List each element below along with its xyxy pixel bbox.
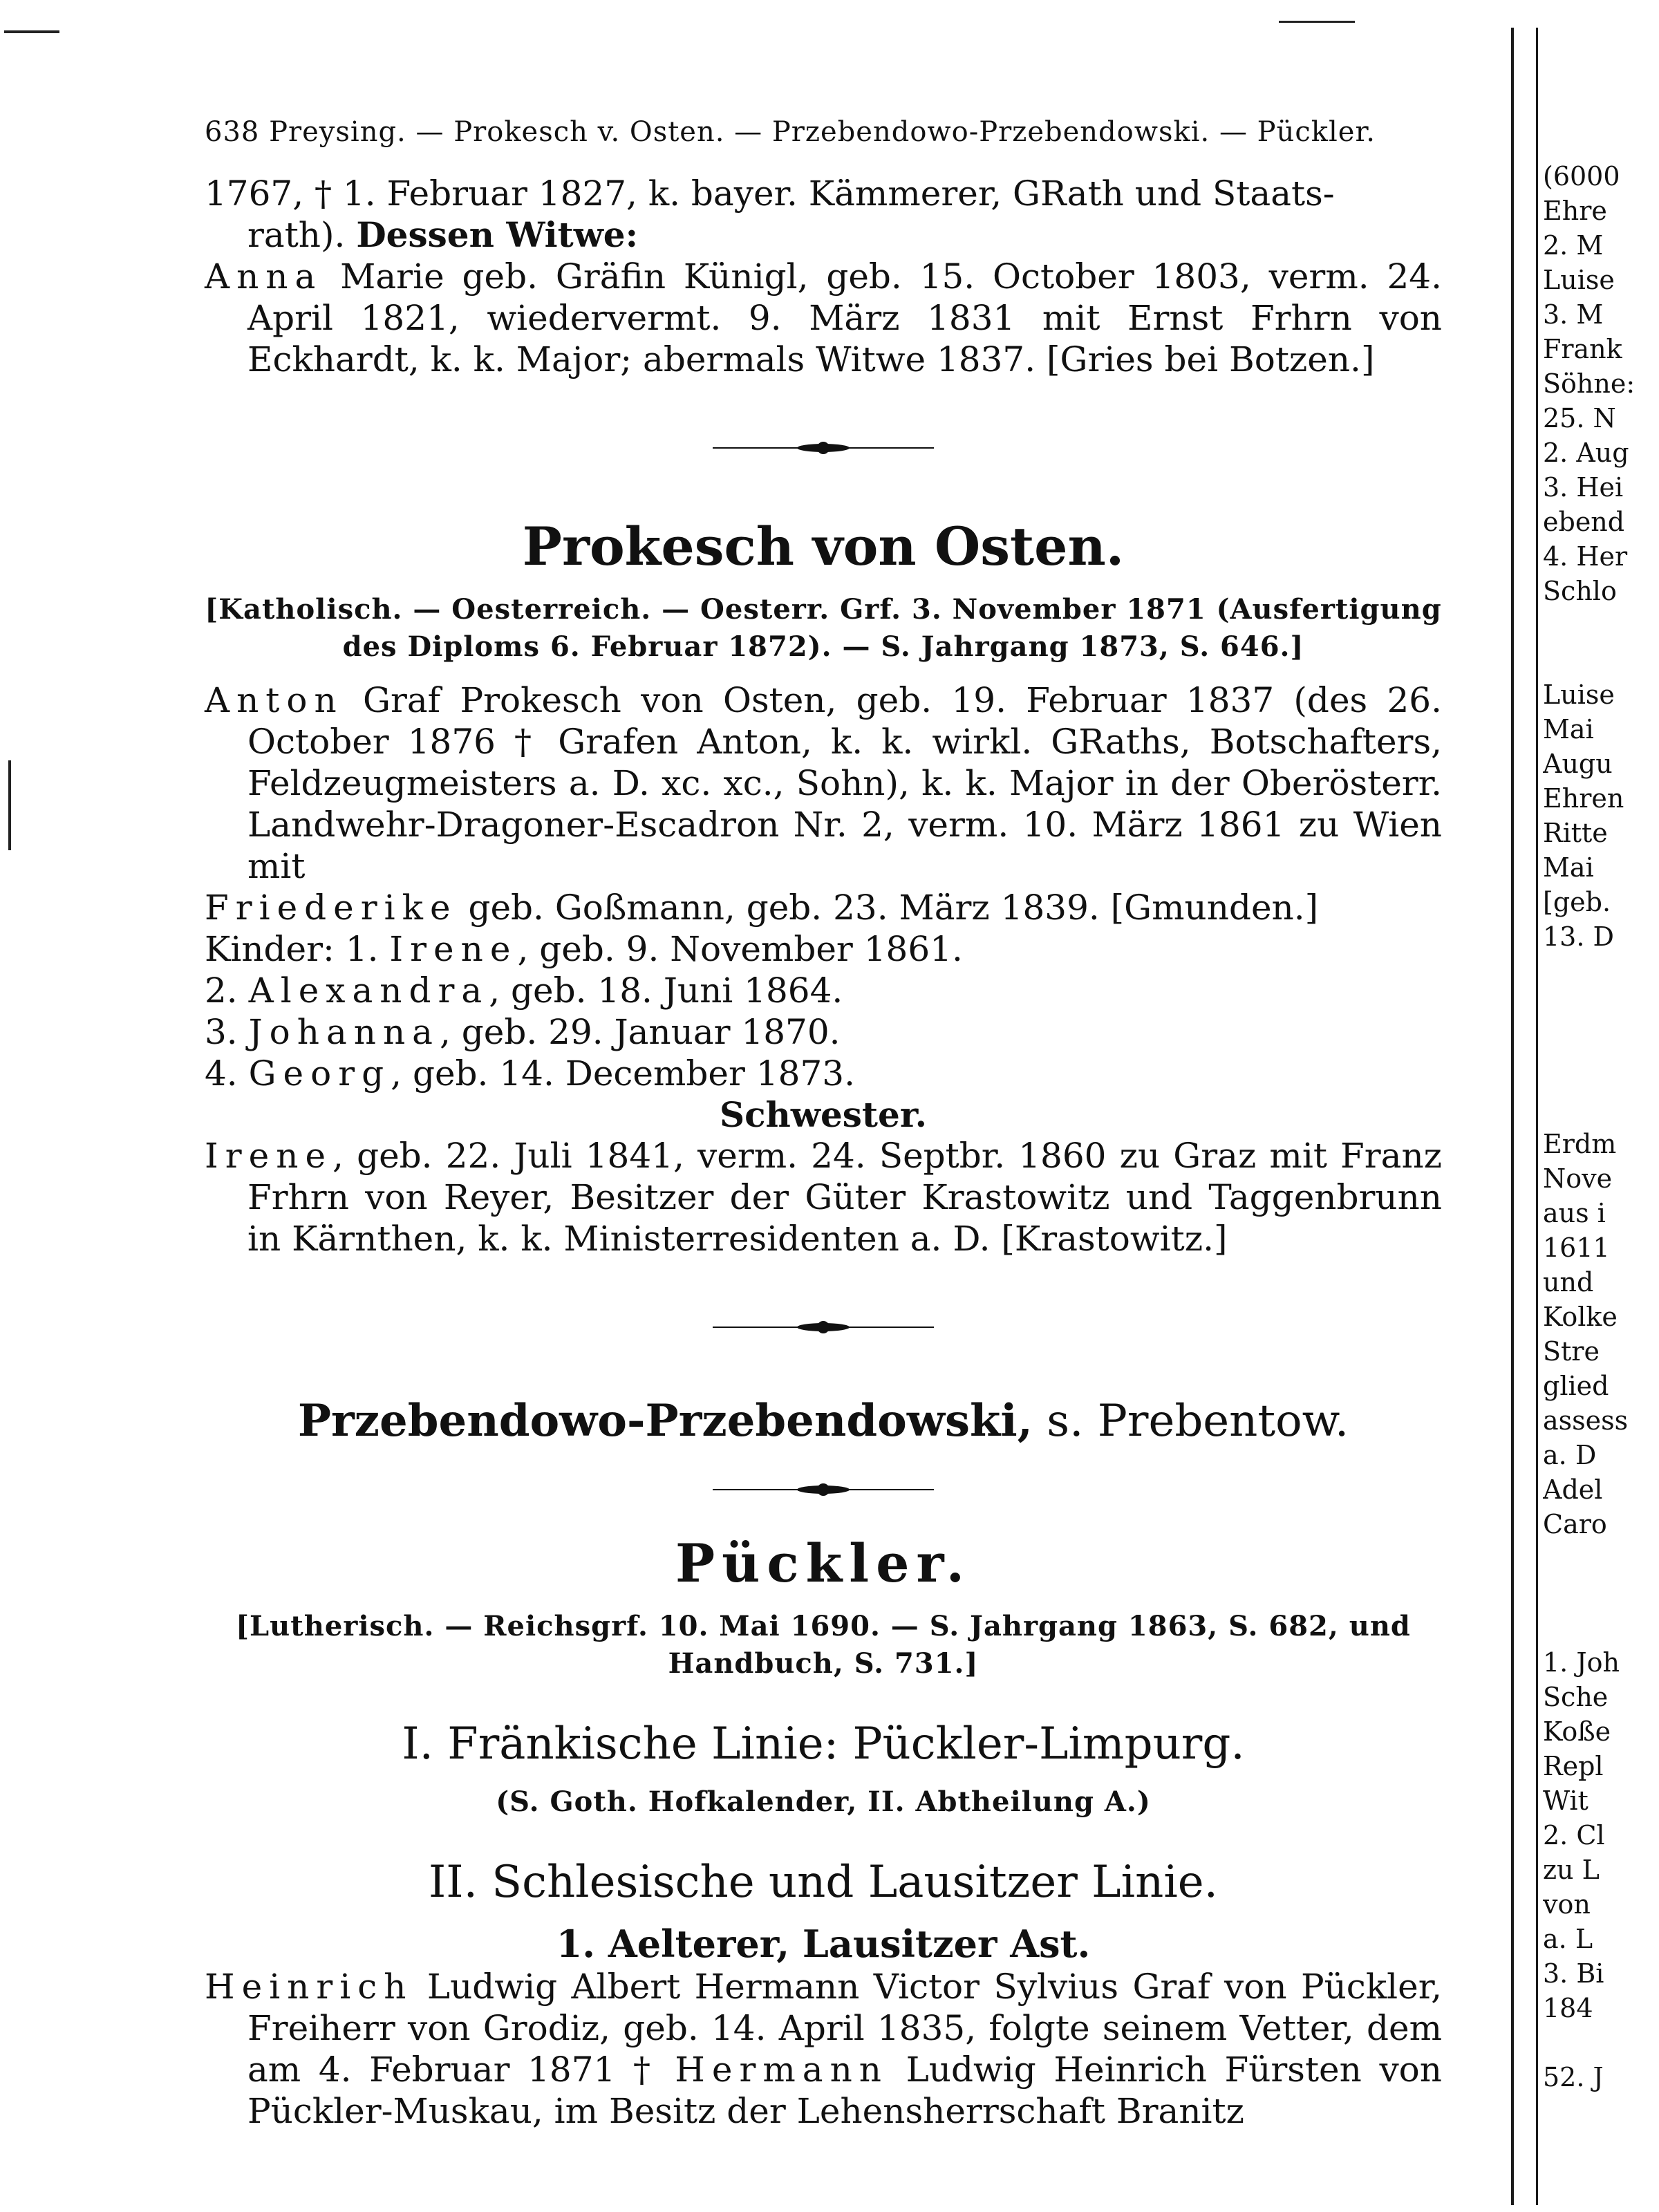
widow-label: Dessen Witwe: xyxy=(356,214,639,255)
adjacent-column-fragment: 1. Joh xyxy=(1543,1647,1620,1678)
adjacent-column-fragment: Nove xyxy=(1543,1163,1613,1194)
column-rule xyxy=(1511,28,1514,2205)
adjacent-column-fragment: 3. Bi xyxy=(1543,1958,1604,1989)
child-entry: 4. Georg, geb. 14. December 1873. xyxy=(205,1053,855,1094)
adjacent-column-fragment: 3. M xyxy=(1543,299,1604,330)
main-column xyxy=(205,173,1442,2132)
scan-edge-mark xyxy=(4,30,59,33)
adjacent-column-fragment: Schlo xyxy=(1543,576,1617,606)
adjacent-column-fragment: zu L xyxy=(1543,1855,1600,1885)
adjacent-column-fragment: assess xyxy=(1543,1405,1629,1436)
puckler-note: [Lutherisch. — Reichsgrf. 10. Mai 1690. — S. Jahrgang 1863, S. 682, und Handbuch, S. 731.] xyxy=(236,1610,1411,1680)
adjacent-column-fragment xyxy=(1543,1023,1659,1058)
adjacent-column-fragment xyxy=(1543,954,1659,988)
adjacent-column-fragment: Sche xyxy=(1543,1682,1609,1712)
adjacent-column-fragment: 184 xyxy=(1543,1993,1593,2023)
adjacent-column-fragment: Ehren xyxy=(1543,783,1624,814)
line-note-franconian: (S. Goth. Hofkalender, II. Abtheilung A.) xyxy=(496,1785,1151,1818)
adjacent-column-fragment: 4. Her xyxy=(1543,541,1628,572)
adjacent-column-fragment: 1611 xyxy=(1543,1232,1610,1263)
child-entry: Kinder: 1. Irene, geb. 9. November 1861. xyxy=(205,929,963,969)
adjacent-column-fragment: 2. Aug xyxy=(1543,438,1629,468)
adjacent-column-fragment: 52. J xyxy=(1543,2062,1604,2092)
wife-entry: Friederike geb. Goßmann, geb. 23. März 1839. [Gmunden.] xyxy=(205,888,1319,928)
adjacent-column-fragment xyxy=(1543,1092,1659,1127)
adjacent-column-fragment xyxy=(1543,643,1659,677)
adjacent-column-fragment: Ritte xyxy=(1543,818,1608,848)
adjacent-column-fragment: Luise xyxy=(1543,679,1615,710)
adjacent-column-fragment xyxy=(1543,988,1659,1023)
adjacent-column-fragment: Koße xyxy=(1543,1716,1611,1747)
sister-name: Irene xyxy=(205,1136,333,1176)
line-heading-franconian: I. Fränkische Linie: Pückler-Limpurg. xyxy=(402,1718,1245,1770)
adjacent-column-fragment: Ehre xyxy=(1543,196,1607,226)
adjacent-column-fragment: Luise xyxy=(1543,265,1615,295)
adjacent-column-fragment: 2. Cl xyxy=(1543,1820,1605,1850)
section-divider xyxy=(713,1483,934,1497)
adjacent-column-fragment: Mai xyxy=(1543,852,1594,883)
branch-heading: 1. Aelterer, Lausitzer Ast. xyxy=(556,1922,1091,1966)
sister-entry: Irene, geb. 22. Juli 1841, verm. 24. Septbr. 1860 zu Graz mit Franz Frhrn von Reyer, Besitzer der Güter Krastowitz und Taggenbrunn in Kärnthen, k. k. Ministerresidenten a. D. [Krastowitz.] xyxy=(205,1136,1442,1259)
head-name: Heinrich xyxy=(205,1967,413,2007)
przebendowo-crossref xyxy=(205,1395,1442,1447)
previous-entry-line: 1767, † 1. Februar 1827, k. bayer. Kämmerer, GRath und Staats- xyxy=(205,174,1335,214)
adjacent-column-fragment: Repl xyxy=(1543,1751,1604,1781)
adjacent-column-fragment: 13. D xyxy=(1543,921,1614,952)
head-name: Anton xyxy=(205,680,344,720)
child-entry: 2. Alexandra, geb. 18. Juni 1864. xyxy=(205,971,843,1011)
adjacent-column-fragment: 3. Hei xyxy=(1543,472,1624,503)
previous-entry-continuation: rath). Dessen Witwe: xyxy=(247,214,639,255)
adjacent-column-fragment: Erdm xyxy=(1543,1129,1617,1159)
adjacent-column-fragment: Frank xyxy=(1543,334,1622,364)
adjacent-column-fragment xyxy=(1543,1611,1659,1645)
adjacent-column-fragment: aus i xyxy=(1543,1198,1606,1228)
adjacent-column-fragment: [geb. xyxy=(1543,887,1611,917)
adjacent-column-fragment: Adel xyxy=(1543,1474,1603,1505)
adjacent-column-fragment xyxy=(1543,1058,1659,1092)
adjacent-column-fragment: ebend xyxy=(1543,507,1625,537)
prokesch-note: [Katholisch. — Oesterreich. — Oesterr. Grf. 3. November 1871 (Ausfertigung des Diploms 6. Februar 1872). — S. Jahrgang 1873, S. 646.] xyxy=(205,593,1442,663)
puckler-head-entry: Heinrich Ludwig Albert Hermann Victor Sylvius Graf von Pückler, Freiherr von Grodiz, geb. 14. April 1835, folgte seinem Vetter, dem am 4. Februar 1871 † Hermann Ludwig Heinrich Fürsten von Pückler-Muskau, im Besitz der Lehensherrschaft Branitz xyxy=(205,1967,1442,2131)
sister-label: Schwester. xyxy=(720,1094,927,1135)
adjacent-column-fragment xyxy=(1543,1541,1659,1576)
wife-name: Friederike xyxy=(205,888,458,928)
adjacent-page-column xyxy=(1543,159,1659,2094)
adjacent-column-fragment: glied xyxy=(1543,1371,1609,1401)
adjacent-column-fragment: Stre xyxy=(1543,1336,1600,1367)
column-rule xyxy=(1536,28,1538,2205)
child-entry: 3. Johanna, geb. 29. Januar 1870. xyxy=(205,1012,841,1052)
adjacent-column-fragment xyxy=(1543,2025,1659,2060)
przebendowo-heading: Przebendowo-Przebendowski, xyxy=(297,1395,1033,1447)
adjacent-column-fragment: 2. M xyxy=(1543,230,1604,261)
adjacent-column-fragment: a. D xyxy=(1543,1440,1597,1470)
adjacent-column-fragment: und xyxy=(1543,1267,1594,1297)
adjacent-column-fragment: Kolke xyxy=(1543,1302,1618,1332)
running-head: 638 Preysing. — Prokesch v. Osten. — Przebendowo-Przebendowski. — Pückler. xyxy=(205,116,1376,148)
widow-entry: Anna Marie geb. Gräfin Künigl, geb. 15. October 1803, verm. 24. April 1821, wiedervermt. 9. März 1831 mit Ernst Frhrn von Eckhardt, k. k. Major; abermals Witwe 1837. [Gries bei Botzen.] xyxy=(205,256,1442,379)
adjacent-column-fragment: von xyxy=(1543,1889,1591,1920)
scan-edge-mark xyxy=(1279,21,1355,23)
adjacent-column-fragment: Wit xyxy=(1543,1785,1588,1816)
children-label: Kinder: xyxy=(205,929,346,969)
adjacent-column-fragment: (6000 xyxy=(1543,161,1620,191)
scan-edge-mark xyxy=(8,760,11,850)
adjacent-column-fragment: Augu xyxy=(1543,749,1613,779)
widow-name: Anna xyxy=(205,256,323,297)
adjacent-column-fragment: 25. N xyxy=(1543,403,1616,433)
section-divider xyxy=(713,1320,934,1334)
adjacent-column-fragment: Caro xyxy=(1543,1509,1607,1539)
line-heading-silesian: II. Schlesische und Lausitzer Linie. xyxy=(429,1857,1218,1908)
crossref-target: s. Prebentow. xyxy=(1032,1396,1349,1447)
prokesch-heading: Prokesch von Osten. xyxy=(522,516,1125,577)
adjacent-column-fragment xyxy=(1543,608,1659,643)
prokesch-head-entry: Anton Graf Prokesch von Osten, geb. 19. Februar 1837 (des 26. October 1876 † Grafen Anton, k. k. wirkl. GRaths, Botschafters, Feldzeugmeisters a. D. xc. xc., Sohn), k. k. Major in der Oberösterr. Landwehr-Dragoner-Escadron Nr. 2, verm. 10. März 1861 zu Wien mit xyxy=(205,680,1442,886)
adjacent-column-fragment xyxy=(1543,1576,1659,1611)
puckler-heading: Pückler. xyxy=(675,1533,972,1594)
adjacent-column-fragment: Mai xyxy=(1543,714,1594,744)
section-divider xyxy=(713,441,934,455)
adjacent-column-fragment: Söhne: xyxy=(1543,368,1635,399)
adjacent-column-fragment: a. L xyxy=(1543,1924,1593,1954)
